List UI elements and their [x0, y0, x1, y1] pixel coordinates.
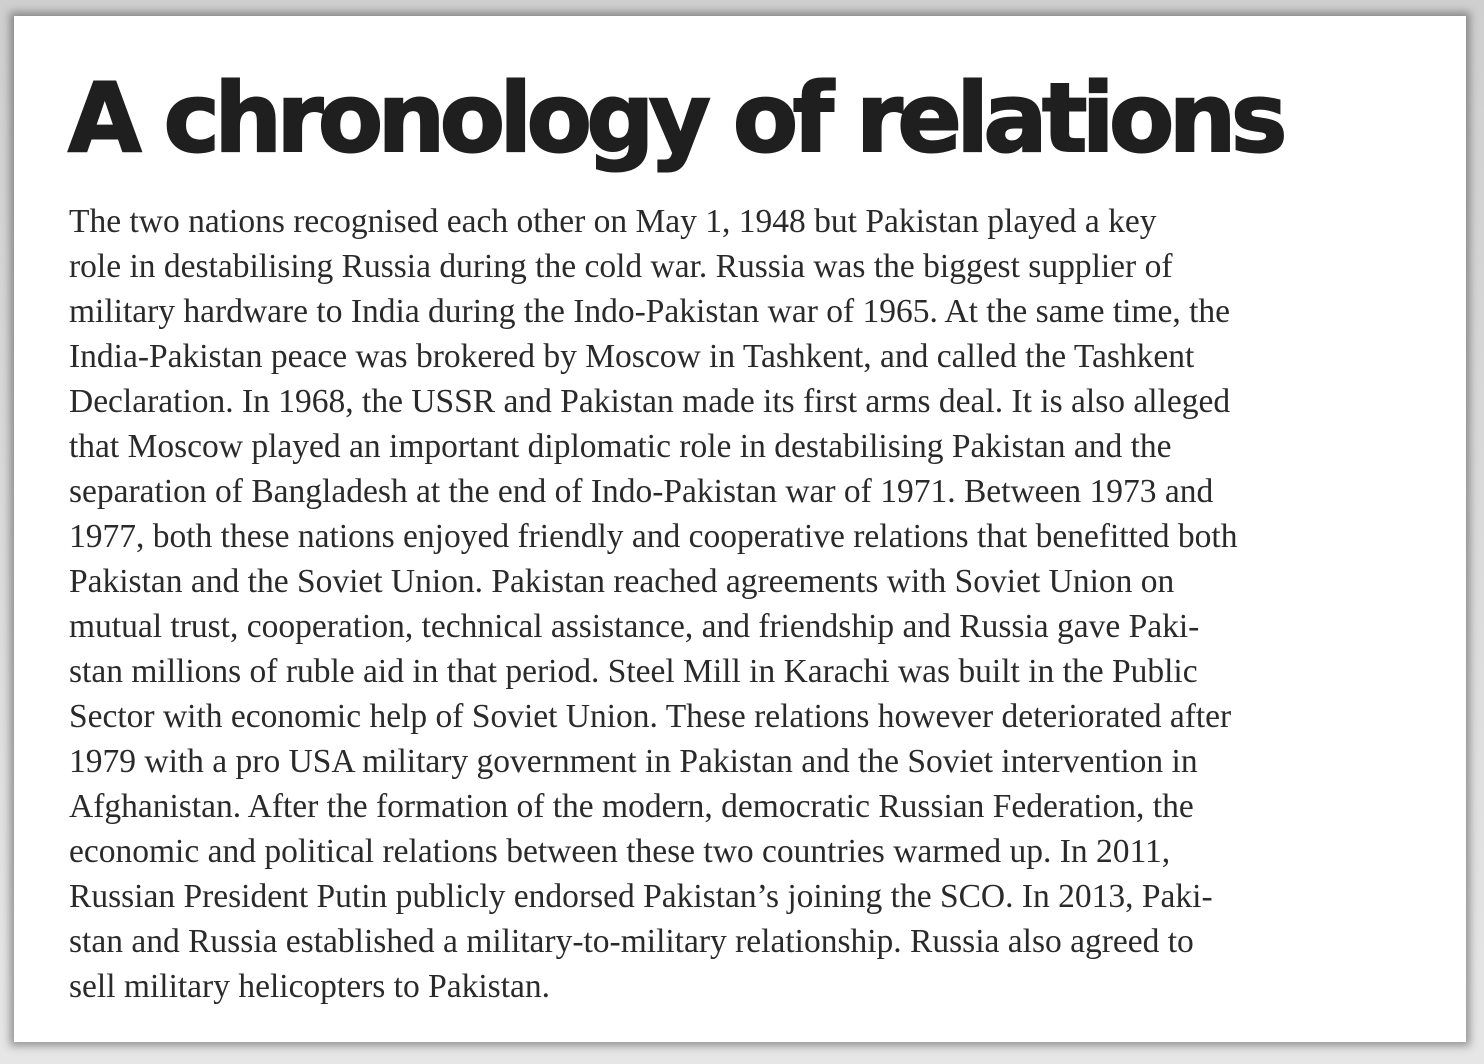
body-line-1: The two nations recognised each other on May 1, 1948 but Pakistan played a key	[69, 203, 1157, 240]
body-line-15: economic and political relations between these two countries warmed up. In 2011,	[69, 833, 1171, 870]
body-line-5: Declaration. In 1968, the USSR and Pakistan made its first arms deal. It is also alleged	[69, 383, 1231, 420]
body-line-14: Afghanistan. After the formation of the modern, democratic Russian Federation, the	[69, 788, 1194, 825]
body-line-18: sell military helicopters to Pakistan.	[69, 968, 551, 1005]
body-line-8: 1977, both these nations enjoyed friendly and cooperative relations that benefitted both	[69, 518, 1238, 555]
article-title: A chronology of relations	[68, 64, 1282, 174]
body-line-3: military hardware to India during the Indo-Pakistan war of 1965. At the same time, the	[69, 293, 1231, 330]
body-line-12: Sector with economic help of Soviet Union. These relations however deteriorated after	[69, 698, 1232, 735]
body-line-17: stan and Russia established a military-to-military relationship. Russia also agreed to	[69, 923, 1194, 960]
body-line-10: mutual trust, cooperation, technical assistance, and friendship and Russia gave Paki-	[69, 608, 1200, 645]
body-line-6: that Moscow played an important diplomatic role in destabilising Pakistan and the	[69, 428, 1172, 465]
article-panel	[14, 16, 1466, 1042]
body-line-9: Pakistan and the Soviet Union. Pakistan reached agreements with Soviet Union on	[69, 563, 1175, 600]
body-line-16: Russian President Putin publicly endorsed Pakistan’s joining the SCO. In 2013, Paki-	[69, 878, 1213, 915]
body-line-13: 1979 with a pro USA military government in Pakistan and the Soviet intervention in	[69, 743, 1198, 780]
body-line-7: separation of Bangladesh at the end of Indo-Pakistan war of 1971. Between 1973 and	[69, 473, 1214, 510]
body-line-2: role in destabilising Russia during the cold war. Russia was the biggest supplier of	[69, 248, 1173, 285]
body-line-4: India-Pakistan peace was brokered by Moscow in Tashkent, and called the Tashkent	[69, 338, 1195, 375]
article-body	[69, 199, 1459, 1009]
body-line-11: stan millions of ruble aid in that period. Steel Mill in Karachi was built in the Public	[69, 653, 1198, 690]
